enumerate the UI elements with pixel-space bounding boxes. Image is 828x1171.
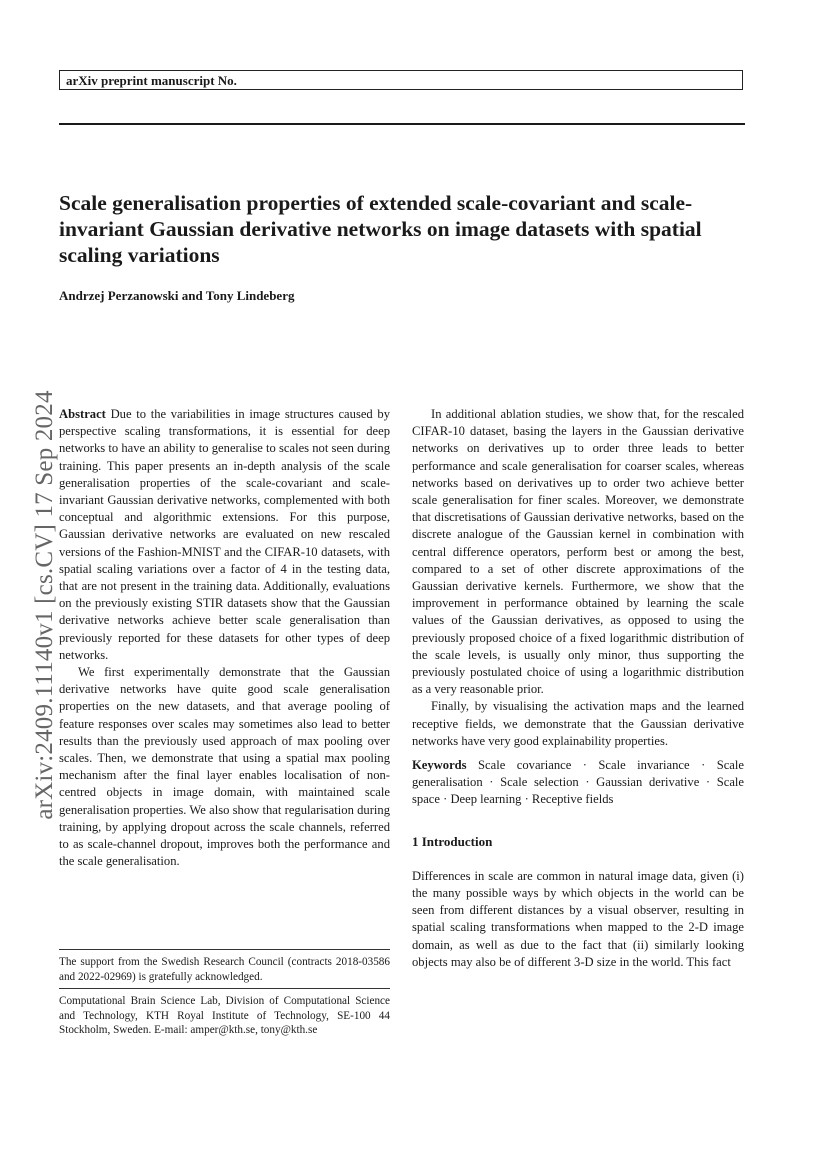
abstract-paragraph-1 <box>59 406 390 664</box>
keywords-text: Scale covariance · Scale invariance · Scale generalisation · Scale selection · Gaussian derivative · Scale space · Deep learning · Receptive fields <box>412 758 744 807</box>
journal-header-box <box>59 70 743 90</box>
footnotes <box>59 949 390 1038</box>
footnote-separator <box>59 988 390 989</box>
abstract-paragraph-4: Finally, by visualising the activation maps and the learned receptive fields, we demonstrate that the Gaussian derivative networks have very good explainability properties. <box>412 699 744 748</box>
keywords-label: Keywords <box>412 758 467 773</box>
abstract-paragraph-2: We first experimentally demonstrate that the Gaussian derivative networks have quite good scale generalisation properties on the new datasets, and that average pooling of feature responses over scales may sometimes also lead to better results than the previously used approach of max pooling over scales. Then, we demonstrate that using a spatial max pooling mechanism after the final layer enables localisation of non-centred objects in image domain, with maintained scale generalisation properties. We also show that regularisation during training, by applying dropout across the scale channels, referred to as scale-channel dropout, improves both the performance and the scale generalisation. <box>59 665 390 869</box>
funding-note: The support from the Swedish Research Council (contracts 2018-03586 and 2022-02969) is gratefully acknowledged. <box>59 956 390 983</box>
header-rule <box>59 123 745 125</box>
introduction-text: Differences in scale are common in natural image data, given (i) the many possible ways by which objects in the world can be seen from different distances by a visual observer, resulting in spatial scaling transformations when mapped to the 2-D image domain, as well as due to the fact that (ii) similarly looking objects may also be of different 3-D size in the world. This fact <box>412 868 744 969</box>
footnote-rule <box>59 949 390 950</box>
affiliation-note: Computational Brain Science Lab, Division of Computational Science and Technology, KTH Royal Institute of Technology, SE-100 44 Stockholm, Sweden. E-mail: amper@kth.se, tony@kth.se <box>59 995 390 1036</box>
journal-label: arXiv preprint manuscript No. <box>66 73 237 88</box>
abstract-paragraph-3: In additional ablation studies, we show that, for the rescaled CIFAR-10 dataset, basing the layers in the Gaussian derivative networks on derivatives up to order three leads to better performance and scale generalisation for coarser scales, whereas networks based on derivatives up to order two achieve better scale generalisation for finer scales. Moreover, we demonstrate that discretisations of Gaussian derivative networks, based on the discrete analogue of the Gaussian kernel in combination with central difference operators, perform best or among the best, compared to a set of other discrete approximations of the Gaussian derivative kernels. Furthermore, we show that the improvement in performance obtained by learning the scale values of the Gaussian derivatives, as opposed to using the previously proposed choice of a fixed logarithmic distribution of the scale levels, is usually only minor, thus supporting the previously postulated choice of using a logarithmic distribution as a very reasonable prior. <box>412 407 744 697</box>
abstract-text-1: Due to the variabilities in image structures caused by perspective scaling transformations, it is essential for deep networks to have an ability to generalise to scales not seen during training. This paper presents an in-depth analysis of the scale generalisation properties of the scale-covariant and scale-invariant Gaussian derivative networks, complemented with both conceptual and algorithmic extensions. For this purpose, Gaussian derivative networks are evaluated on new rescaled versions of the Fashion-MNIST and the CIFAR-10 datasets, with spatial scaling variations over a factor of 4 in the testing data, that are not present in the training data. Additionally, evaluations on the previously existing STIR datasets show that the Gaussian derivative networks achieve better scale generalisation than previously reported for these datasets for other types of deep networks. <box>59 407 390 662</box>
keywords-paragraph <box>412 757 744 809</box>
paper-title: Scale generalisation properties of extended scale-covariant and scale-invariant Gaussian derivative networks on image datasets with spatial scaling variations <box>59 191 702 267</box>
left-column <box>59 406 390 870</box>
paper-authors: Andrzej Perzanowski and Tony Lindeberg <box>59 288 295 303</box>
right-column <box>412 406 744 971</box>
arxiv-identifier: arXiv:2409.11140v1 [cs.CV] 17 Sep 2024 <box>31 390 58 820</box>
abstract-label: Abstract <box>59 407 106 421</box>
introduction-heading: 1 Introduction <box>412 833 493 849</box>
